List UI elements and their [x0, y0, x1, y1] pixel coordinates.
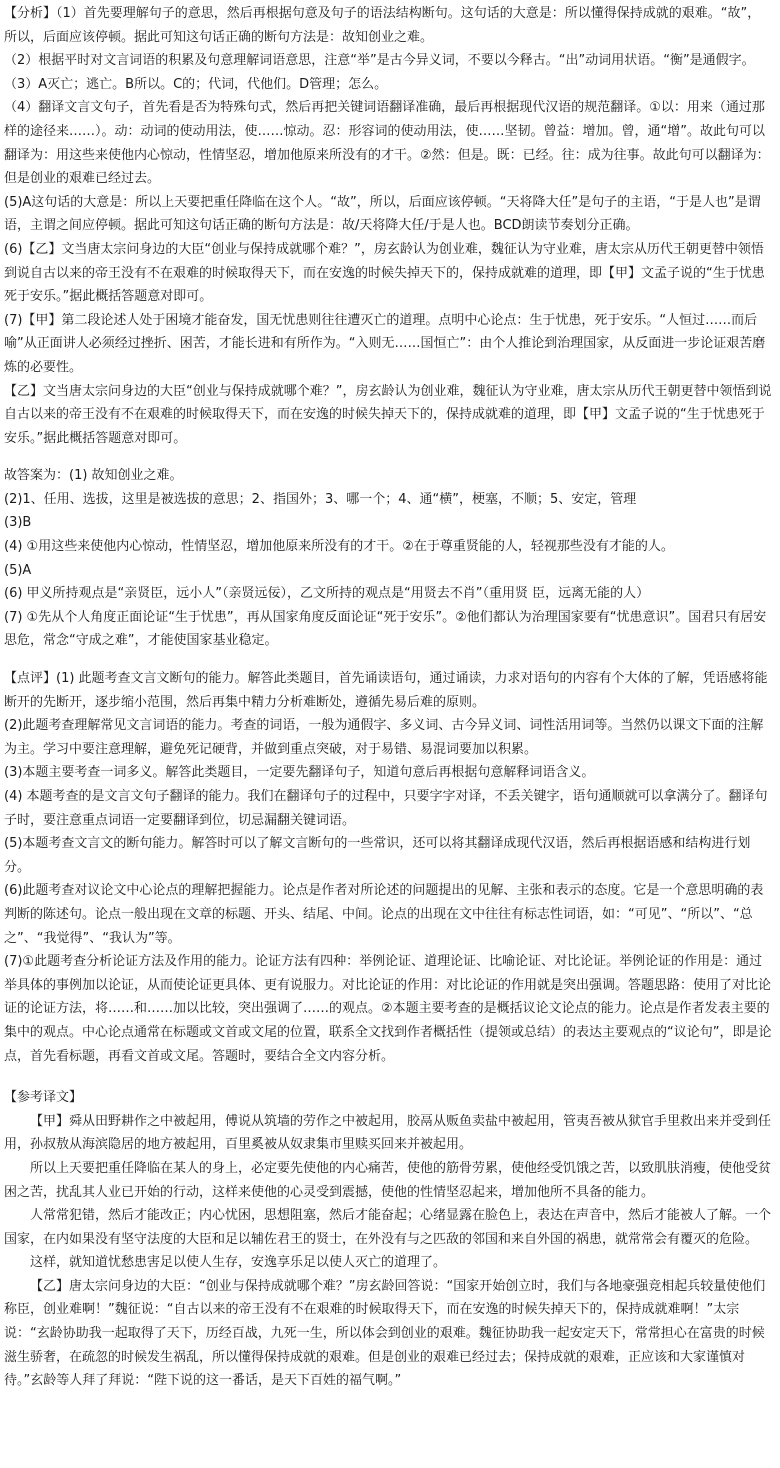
- translation-paragraph: 人常常犯错，然后才能改正；内心忧困，思想阻塞，然后才能奋起；心绪显露在脸色上，表达在声音中，然后才能被人了解。一个国家，在内如果没有坚守法度的大臣和足以辅佐君王的贤士，在外没有与之匹敌的邻国和来自外国的祸患，就常常会有覆灭的危险。: [4, 1208, 772, 1247]
- translation-section: [4, 1086, 772, 1393]
- answer-2: (2)1、任用、选拔，这里是被选拔的意思；2、指国外；3、哪一个；4、通“横”，梗塞，不顺；5、安定，管理: [4, 491, 637, 507]
- analysis-item-6: (6)【乙】文当唐太宗问身边的大臣“创业与保持成就哪个难？”，房玄龄认为创业难，魏征认为守业难，唐太宗从历代王朝更替中领悟到说自古以来的帝王没有不在艰难的时候取得天下，而在安逸的时候失掉天下的，保持成就难的道理，即【甲】文孟子说的“生于忧患死于安乐。”据此概括答题意对即可。: [4, 241, 765, 305]
- comment-2: (2)此题考查理解常见文言词语的能力。考查的词语，一般为通假字、多义词、古今异义词、词性活用词等。当然仍以课文下面的注解为主。学习中要注意理解，避免死记硬背，并做到重点突破，对于易错、易混词要加以积累。: [4, 718, 764, 757]
- analysis-item-5: (5)A这句话的大意是：所以上天要把重任降临在这个人。“故”，所以，后面应该停顿。“天将降大任”是句子的主语，“于是人也”是谓语，主谓之间应停顿。据此可知这句话正确的断句方法是：故/天将降大任/于是人也。BCD朗读节奏划分正确。: [4, 194, 761, 234]
- answer-7: (7) ①先从个人角度正面论证“生于忧患”，再从国家角度反面论证“死于安乐”。②他们都认为治理国家要有“忧患意识”。国君只有居安思危，常念“守成之难”，才能使国家基业稳定。: [4, 609, 767, 649]
- translation-paragraph: 这样，就知道忧愁患害足以使人生存，安逸享乐足以使人灭亡的道理了。: [30, 1255, 447, 1271]
- comments-section: [4, 667, 772, 1068]
- translation-paragraph: 【乙】唐太宗问身边的大臣：“创业与保持成就哪个难？”房玄龄回答说：“国家开始创立时，我们与各地豪强竞相起兵较量使他们称臣，创业难啊！”魏征说：“自古以来的帝王没有不在艰难的时候取得天下，而在安逸的时候失掉天下的，保持成就难啊！”太宗说：“玄龄协助我一起取得了天下，历经百战，九死一生，所以体会到创业的艰难。魏征协助我一起安定天下，常常担心在富贵的时候滋生骄奢，在疏忽的时候发生祸乱，所以懂得保持成就的艰难。但是创业的艰难已经过去；保持成就的艰难，正应该和大家谨慎对待。”玄龄等人拜了拜说：“陛下说的这一番话，是天下百姓的福气啊。”: [4, 1278, 766, 1389]
- analysis-item-4: （4）翻译文言文句子，首先看是否为特殊句式，然后再把关键词语翻译准确，最后再根据现代汉语的规范翻译。①以：用来（通过那样的途径来……）。动：动词的使动用法，使……惊动。忍：形容词的使动用法，使……坚韧。曾益：增加。曾，通“增”。故此句可以翻译为：用这些来使他内心惊动，性情坚忍，增加他原来所没有的才干。②然：但是。既：已经。往：成为往事。故此句可以翻译为：但是创业的艰难已经过去。: [4, 100, 770, 187]
- answers-section: [4, 464, 772, 653]
- translation-paragraph: 所以上天要把重任降临在某人的身上，必定要先使他的内心痛苦，使他的筋骨劳累，使他经受饥饿之苦，以致肌肤消瘦，使他受贫困之苦，扰乱其人业已开始的行动，这样来使他的心灵受到震撼，使他的性情坚忍起来，增加他所不具备的能力。: [4, 1160, 772, 1200]
- comment-7: (7)①此题考查分析论证方法及作用的能力。论证方法有四种：举例论证、道理论证、比喻论证、对比论证。举例论证的作用是：通过举具体的事例加以论证，从而使论证更具体、更有说服力。对比论证的作用：对比论证的作用就是突出强调。答题思路：使用了对比论证的论证方法，将……和……加以比较，突出强调了……的观点。②本题主要考查的是概括议论文论点的能力。论点是作者发表主要的集中的观点。中心论点通常在标题或文首或文尾的位置，联系全文找到作者概括性（提领或总结）的表达主要观点的“议论句”，即是论点，首先看标题，再看文首或文尾。答题时，要结合全文内容分析。: [4, 954, 772, 1064]
- comment-6: (6)此题考查对议论文中心论点的理解把握能力。论点是作者对所论述的问题提出的见解、主张和表示的态度。它是一个意思明确的表判断的陈述句。论点一般出现在文章的标题、开头、结尾、中间。论点的出现在文中往往有标志性词语，如：“可见”、“所以”、“总之”、“我觉得”、“我认为”等。: [4, 883, 764, 946]
- translation-paragraph: 【甲】舜从田野耕作之中被起用，傅说从筑墙的劳作之中被起用，胶鬲从贩鱼卖盐中被起用，管夷吾被从狱官手里救出来并受到任用，孙叔敖从海滨隐居的地方被起用，百里奚被从奴隶集市里赎买回来并被起用。: [4, 1113, 772, 1153]
- comment-4: (4) 本题考查的是文言文句子翻译的能力。我们在翻译句子的过程中，只要字字对译，不丢关键字，语句通顺就可以拿满分了。翻译句子时，要注意重点词语一定要翻译到位，切忌漏翻关键词语。: [4, 789, 768, 828]
- answer-1: 故答案为：(1) 故知创业之难。: [4, 468, 183, 484]
- answer-5: (5)A: [4, 562, 32, 578]
- analysis-item-7-yi: 【乙】文当唐太宗问身边的大臣“创业与保持成就哪个难？”，房玄龄认为创业难，魏征认为守业难，唐太宗从历代王朝更替中领悟到说自古以来的帝王没有不在艰难的时候取得天下，而在安逸的时候失掉天下的，保持成就难的道理，即【甲】文孟子说的“生于忧患死于安乐。”据此概括答题意对即可。: [4, 383, 772, 446]
- analysis-item-3: （3）A灭亡；逃亡。B所以。C的；代词，代他们。D管理；怎么。: [4, 76, 388, 92]
- analysis-item-2: （2）根据平时对文言词语的积累及句意理解词语意思，注意“举”是古今异义词，不要以今释古。“出”动词用状语。“衡”是通假字。: [4, 53, 755, 69]
- comment-5: (5)本题考查文言文的断句能力。解答时可以了解文言断句的一些常识，还可以将其翻译成现代汉语，然后再根据语感和结构进行划分。: [4, 836, 751, 875]
- analysis-item-7: (7)【甲】第二段论述人处于困境才能奋发，国无忧患则往往遭灭亡的道理。点明中心论点：生于忧患，死于安乐。“人恒过……而后喻”从正面讲人必须经过挫折、困苦，才能长进和有所作为。“入则无……国恒亡”：由个人推论到治理国家，从反面进一步论证艰苦磨炼的必要性。: [4, 312, 766, 375]
- translation-heading: 【参考译文】: [4, 1090, 83, 1106]
- comment-1: 【点评】(1) 此题考查文言文断句的能力。解答此类题目，首先诵读语句，通过诵读，力求对语句的内容有个大体的了解，凭语感将能断开的先断开，逐步缩小范围，然后再集中精力分析难断处，遵循先易后难的原则。: [4, 671, 768, 710]
- answer-3: (3)B: [4, 515, 32, 531]
- answer-4: (4) ①用这些来使他内心惊动，性情坚忍，增加他原来所没有的才干。②在于尊重贤能的人，轻视那些没有才能的人。: [4, 539, 674, 555]
- comment-3: (3)本题主要考查一词多义。解答此类题目，一定要先翻译句子，知道句意后再根据句意解释词语含义。: [4, 765, 595, 781]
- answer-6: (6) 甲义所持观点是“亲贤臣，远小人”（亲贤远佞），乙文所持的观点是“用贤去不肖”（重用贤 臣，远离无能的人）: [4, 586, 650, 602]
- analysis-intro: 【分析】（1）首先要理解句子的意思，然后再根据句意及句子的语法结构断句。这句话的大意是：所以懂得保持成就的艰难。“故”，所以，后面应该停顿。据此可知这句话正确的断句方法是：故知创业之难。: [4, 6, 761, 45]
- analysis-section: [4, 2, 772, 450]
